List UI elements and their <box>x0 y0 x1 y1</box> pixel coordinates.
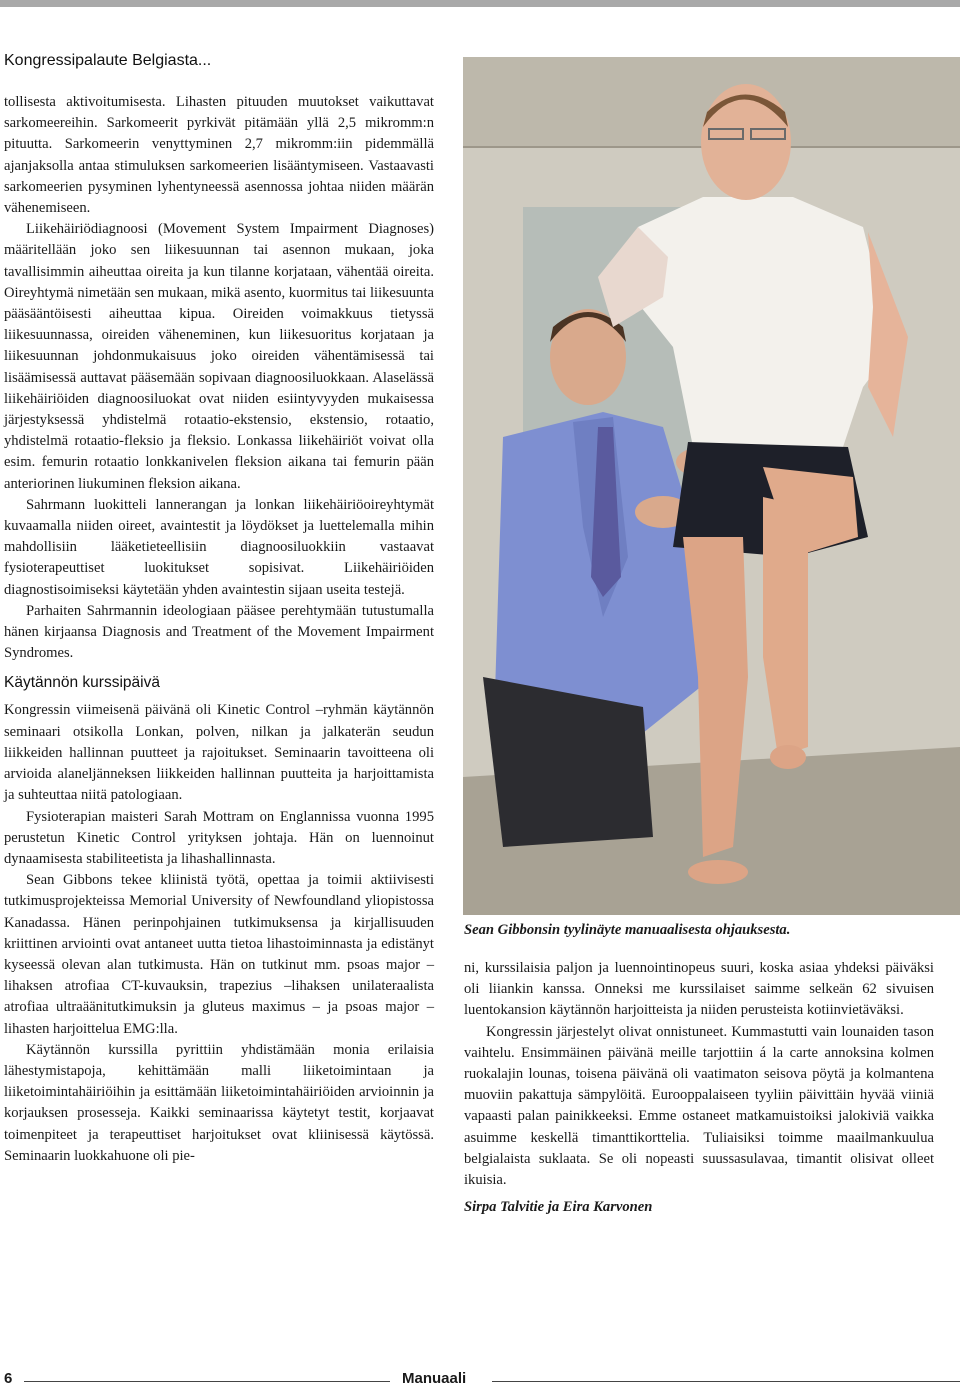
photo-caption: Sean Gibbonsin tyylinäyte manuaalisesta ohjauksesta. <box>464 922 791 938</box>
top-rule <box>0 0 960 7</box>
paragraph: ni, kurssilaisia paljon ja luennointinopeus suuri, koska asiaa yhdeksi päiväksi oli liiankin kanssa. Onneksi me kurssilaiset saimme selkeän 62 sivuisen luentokansion käytännön harjoitteista ja niiden perusteista kotiinvietäväksi. <box>464 960 934 1019</box>
right-column <box>464 958 934 1216</box>
left-column <box>4 92 434 1167</box>
paragraph: Sean Gibbons tekee kliinistä työtä, opettaa ja toimii aktiivisesti tutkimusprojekteissa Memorial University of Newfoundland yliopistossa Kanadassa. Hänen perinpohjainen tutkimuksensa ja kirjallisuuden kriittinen arviointi ovat antaneet uutta tietoa lihastoiminnasta ja edistänyt kyseessä olevan alan tutkimusta. Hän on tutkinut mm. psoas major –lihaksen atrofiaa CT-kuvauksin, trapezius –lihaksen unilateraalista atrofiaa ultraäänitutkimuksin ja gluteus maximus – ja psoas major –lihasten harjoittelua EMG:lla. <box>4 872 434 1037</box>
paragraph: Parhaiten Sahrmannin ideologiaan pääsee perehtymään tutustumalla hänen kirjaansa Diagnosis and Treatment of the Movement Impairment Syndromes. <box>4 602 434 662</box>
paragraph: Liikehäiriödiagnoosi (Movement System Impairment Diagnoses) määritellään joko sen liikesuunnan tai asennon mukaan, joka tavallisimmin aiheuttaa oireita ja kun tilanne korjataan, vähentää oireita. Oireyhtymä nimetään sen mukaan, mikä asento, kuormitus tai liikesuunta pääsääntöisesti aiheuttaa kipua. Oireiden voimakkuus tietyssä liikesuunnassa, oireiden väheneminen, kun liikesuoritus korjataan ja liikesuunnan johdonmukaisuus joko oireiden vähentämisessä tai lisäämisessä auttavat pääsemään sopivaan diagnoosiluokkaan. Alaselässä liikehäiriöiden diagnoosiluokat ovat niiden esiintyvyyden mukaisessa järjestyksessä yhdistelmä rotaatio-ekstensio, ekstensio, rotaatio, yhdistelmä rotaatio-fleksio ja fleksio. Lonkassa liikehäiriöt voivat olla esim. femurin rotaatio lonkkanivelen fleksion aikana tai femurin pään anteriorinen liukuminen fleksion aikana. <box>4 221 434 492</box>
footer-rule <box>24 1381 390 1382</box>
footer-rule <box>492 1381 960 1382</box>
magazine-name: Manuaali <box>402 1370 467 1387</box>
subheading: Käytännön kurssipäivä <box>4 674 160 692</box>
demonstration-photo <box>463 57 960 915</box>
section-title: Kongressipalaute Belgiasta... <box>4 52 212 69</box>
author-signature: Sirpa Talvitie ja Eira Karvonen <box>464 1199 653 1216</box>
paragraph: Käytännön kurssilla pyrittiin yhdistämään monia erilaisia lähestymistapoja, kehittämään malli liiketoimintaan ja liiketoimintahäiriöihin ja esittämään liiketoimintahäiriöiden arvioinnin ja korjauksen prosesseja. Kaikki seminaarissa käytetyt testit, korjaavat toimenpiteet ja terapeuttiset harjoitukset ovat kliinisessä käytössä. Seminaarin luokkahuone oli pie- <box>4 1041 434 1164</box>
paragraph: Fysioterapian maisteri Sarah Mottram on Englannissa vuonna 1995 perustetun Kinetic Control yrityksen johtaja. Hän on luennoinut dynaamisesta stabiliteetista ja lihashallinnasta. <box>4 808 434 867</box>
paragraph: Kongressin järjestelyt olivat onnistuneet. Kummastutti vain lounaiden tason vaihtelu. Ensimmäinen päivänä meille tarjottiin á la carte annoksina kolmen ruokalajin lounas, toisena päivänä oli vaatimaton seisova pöytä ja kolmantena muoviin pakattuja sämpylöitä. Eurooppalaiseen tyyliin päivittäin hyvää viiniä vapaasti palan painikkeeksi. Emme ostaneet matkamuistoiksi jalokiviä vaikka asuimme keskellä timanttikorttelia. Tuliaisiksi toimme maailmankuulua belgialaista suklaata. Se oli nopeasti suussasulavaa, timantit olisivat olleet ikuisia. <box>464 1023 934 1189</box>
paragraph: Kongressin viimeisenä päivänä oli Kinetic Control –ryhmän käytännön seminaari otsikolla Lonkan, polven, nilkan ja jalkaterän seudun liikkeiden hallinnan puutteet ja rajoitukset. Seminaarin tavoitteena oli arvioida alaneljänneksen liikkeiden hallinnan puutteita ja harjoittamista ja suhteuttaa niitä patologiaan. <box>4 702 434 804</box>
paragraph: tollisesta aktivoitumisesta. Lihasten pituuden muutokset vaikuttavat sarkomeereihin. Sarkomeerit pyrkivät pitämään yllä 2,5 mikromm:n pituutta. Sarkomeerin venyttyminen 2,7 mikromm:iin pidemmällä ajanjaksolla antaa stimuluksen sarkomeerien lisääntymiseen. Vastaavasti sarkomeerien pysyminen lyhentyneessä asennossa johtaa niiden määrän vähenemiseen. <box>4 94 434 217</box>
paragraph: Sahrmann luokitteli lannerangan ja lonkan liikehäiriöoireyhtymät kuvaamalla niiden oireet, avaintestit ja löydökset ja luettelemalla mihin mahdollisiin lääketieteellisiin diagnoosiluokkiin vastaavat fysioterapeuttiset luokitukset sopisivat. Liikehäiriöiden diagnostisoimiseksi käytetään yhden avaintestin sijaan useita testejä. <box>4 496 434 598</box>
page-number: 6 <box>4 1370 13 1387</box>
